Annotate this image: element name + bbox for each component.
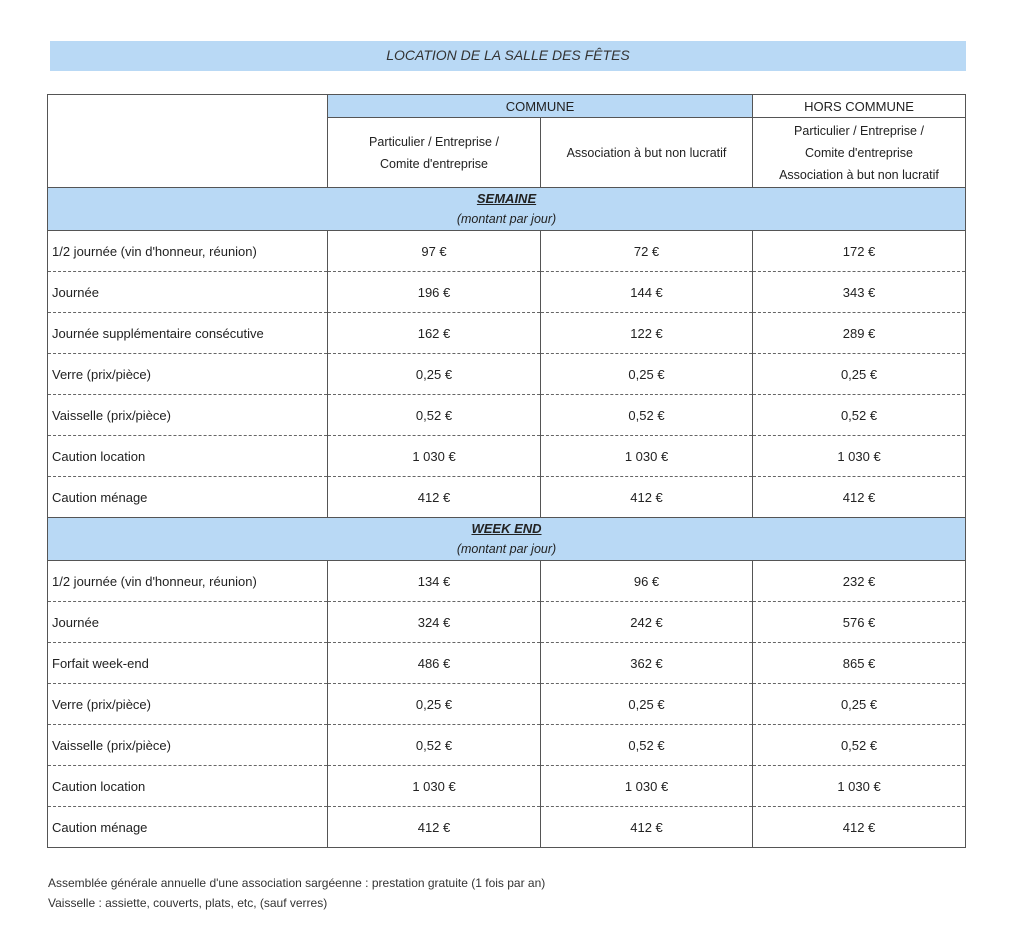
row-label: Caution location [48, 766, 328, 807]
price-cell: 97 € [328, 231, 541, 272]
table-row [48, 477, 966, 518]
price-cell: 0,25 € [753, 684, 966, 725]
row-label: Journée [48, 272, 328, 313]
price-cell: 0,25 € [541, 354, 753, 395]
row-label: 1/2 journée (vin d'honneur, réunion) [48, 561, 328, 602]
price-cell: 576 € [753, 602, 966, 643]
price-cell: 412 € [753, 807, 966, 848]
row-label: Vaisselle (prix/pièce) [48, 395, 328, 436]
header-hors-commune-types: Particulier / Entreprise / Comite d'entreprise Association à but non lucratif [753, 118, 966, 188]
price-cell: 0,52 € [328, 725, 541, 766]
row-label: Verre (prix/pièce) [48, 354, 328, 395]
section-note: (montant par jour) [456, 212, 557, 226]
price-cell: 0,25 € [328, 354, 541, 395]
semaine-section-header [48, 188, 966, 231]
price-cell: 412 € [328, 477, 541, 518]
price-cell: 324 € [328, 602, 541, 643]
price-cell: 1 030 € [753, 766, 966, 807]
price-cell: 0,25 € [753, 354, 966, 395]
price-cell: 412 € [328, 807, 541, 848]
price-cell: 72 € [541, 231, 753, 272]
price-cell: 172 € [753, 231, 966, 272]
price-cell: 412 € [541, 477, 753, 518]
row-label: Verre (prix/pièce) [48, 684, 328, 725]
price-cell: 0,52 € [753, 395, 966, 436]
row-label: Journée [48, 602, 328, 643]
price-cell: 0,52 € [753, 725, 966, 766]
price-cell: 144 € [541, 272, 753, 313]
table-corner [48, 95, 328, 188]
table-row [48, 807, 966, 848]
table-row [48, 643, 966, 684]
price-cell: 0,25 € [328, 684, 541, 725]
table-row [48, 766, 966, 807]
table-row [48, 436, 966, 477]
price-cell: 162 € [328, 313, 541, 354]
row-label: Forfait week-end [48, 643, 328, 684]
table-row [48, 684, 966, 725]
row-label: Journée supplémentaire consécutive [48, 313, 328, 354]
title-bar [50, 41, 966, 71]
price-cell: 122 € [541, 313, 753, 354]
price-cell: 289 € [753, 313, 966, 354]
table-row [48, 313, 966, 354]
price-cell: 196 € [328, 272, 541, 313]
price-cell: 1 030 € [753, 436, 966, 477]
price-cell: 0,52 € [328, 395, 541, 436]
semaine-section [48, 188, 966, 518]
table-row [48, 561, 966, 602]
header-hors-commune: HORS COMMUNE [753, 95, 966, 118]
price-cell: 1 030 € [328, 436, 541, 477]
footer-note-assemblee: Assemblée générale annuelle d'une association sargéenne : prestation gratuite (1 fois par an) [48, 876, 546, 890]
section-title: SEMAINE [476, 191, 537, 206]
section-note: (montant par jour) [456, 542, 557, 556]
price-cell: 1 030 € [328, 766, 541, 807]
row-label: Caution location [48, 436, 328, 477]
price-cell: 242 € [541, 602, 753, 643]
row-label: Vaisselle (prix/pièce) [48, 725, 328, 766]
table-row [48, 272, 966, 313]
price-cell: 865 € [753, 643, 966, 684]
footer-notes [48, 873, 545, 913]
price-cell: 134 € [328, 561, 541, 602]
table-row [48, 231, 966, 272]
pricing-table [47, 94, 966, 848]
table-row [48, 354, 966, 395]
price-cell: 232 € [753, 561, 966, 602]
price-cell: 96 € [541, 561, 753, 602]
price-cell: 1 030 € [541, 766, 753, 807]
row-label: 1/2 journée (vin d'honneur, réunion) [48, 231, 328, 272]
table-row [48, 725, 966, 766]
row-label: Caution ménage [48, 807, 328, 848]
price-cell: 412 € [753, 477, 966, 518]
weekend-section [48, 518, 966, 848]
header-commune: COMMUNE [328, 95, 753, 118]
section-title: WEEK END [471, 521, 542, 536]
page-title: LOCATION DE LA SALLE DES FÊTES [386, 47, 630, 63]
price-cell: 0,52 € [541, 725, 753, 766]
table-row [48, 602, 966, 643]
table-row [48, 395, 966, 436]
price-cell: 412 € [541, 807, 753, 848]
price-cell: 486 € [328, 643, 541, 684]
header-association-commune: Association à but non lucratif [541, 118, 753, 188]
row-label: Caution ménage [48, 477, 328, 518]
price-cell: 0,25 € [541, 684, 753, 725]
weekend-section-header [48, 518, 966, 561]
price-cell: 362 € [541, 643, 753, 684]
footer-note-vaisselle: Vaisselle : assiette, couverts, plats, etc, (sauf verres) [48, 896, 328, 910]
price-cell: 0,52 € [541, 395, 753, 436]
header-particulier-commune: Particulier / Entreprise / Comite d'entreprise [328, 118, 541, 188]
price-cell: 343 € [753, 272, 966, 313]
price-cell: 1 030 € [541, 436, 753, 477]
